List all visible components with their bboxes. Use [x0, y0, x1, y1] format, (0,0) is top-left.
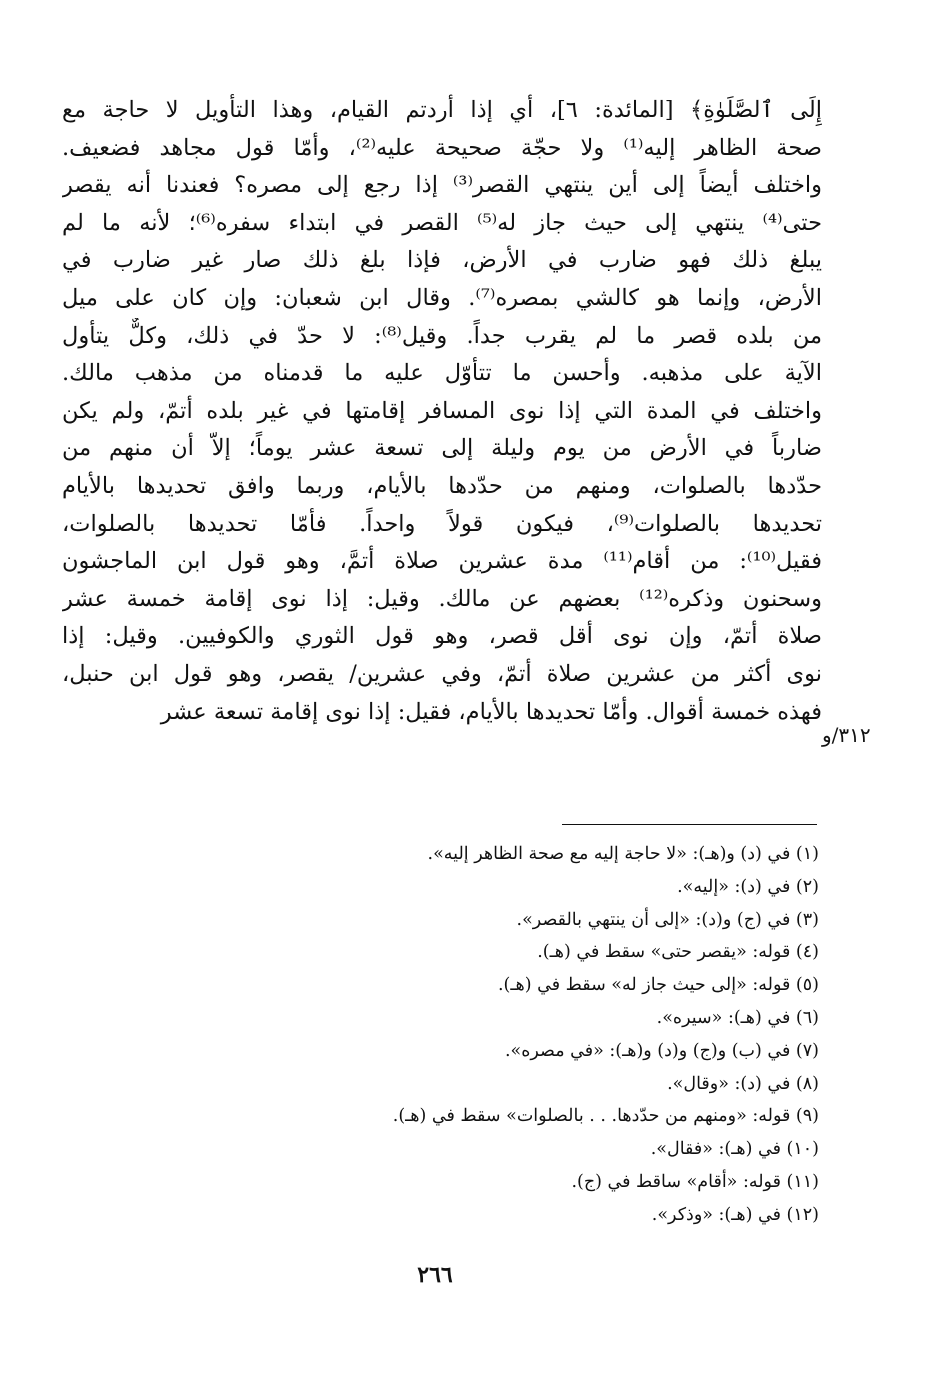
footnote: (٢) في (د): «إليه». [677, 876, 819, 897]
footnote: (١٢) في (هـ): «وذكر». [651, 1204, 819, 1225]
page-number: ٢٦٦ [417, 1262, 453, 1288]
text-line: صحة الظاهر إليه⁽¹⁾ ولا حجّة صحيحة عليه⁽²⁾، وأمّا قول مجاهد فضعيف. [62, 134, 822, 161]
main-text-block [62, 92, 822, 731]
text-line: حدّدها بالصلوات، ومنهم من حدّدها بالأيام، وربما وافق تحديدها بالأيام [62, 472, 822, 499]
footnote: (٧) في (ب) و(ج) و(د) و(هـ): «في مصره». [504, 1040, 819, 1061]
footnote: (٤) قوله: «يقصر حتى» سقط في (هـ). [537, 942, 819, 963]
footnote: (١٠) في (هـ): «فقال». [650, 1139, 819, 1160]
text-line: الأرض، وإنما هو كالشي بمصره⁽⁷⁾. وقال ابن شعبان: وإن كان على ميل [62, 284, 822, 311]
text-line: تحديدها بالصلوات⁽⁹⁾، فيكون قولاً واحداً. فأمّا تحديدها بالصلوات، [62, 510, 822, 537]
footnote: (٥) قوله: «إلى حيث جاز له» سقط في (هـ). [497, 975, 819, 996]
text-line: واختلف في المدة التي إذا نوى المسافر إقامتها في غير بلده أتمّ، ولم يكن [62, 397, 822, 424]
footnotes-block [259, 838, 819, 1232]
text-line: من بلده قصر ما لم يقرب جداً. وقيل⁽⁸⁾: لا حدّ في ذلك، وكلٌّ يتأول [62, 322, 822, 349]
text-line: فهذه خمسة أقوال. وأمّا تحديدها بالأيام، فقيل: إذا نوى إقامة تسعة عشر [160, 698, 822, 725]
text-line: ضارباً في الأرض من يوم وليلة إلى تسعة عشر يوماً؛ إلاّ أن منهم من [62, 435, 822, 462]
footnote: (١١) قوله: «أقام» ساقط في (ج). [571, 1171, 819, 1192]
footnote-divider [562, 824, 817, 825]
text-line: الآية على مذهبه. وأحسن ما تتأوّل عليه ما قدمناه من مذهب مالك. [62, 360, 822, 387]
text-line: حتى⁽⁴⁾ ينتهي إلى حيث جاز له⁽⁵⁾ القصر في ابتداء سفره⁽⁶⁾؛ لأنه ما لم [62, 209, 822, 236]
text-line: وسحنون وذكره⁽¹²⁾ بعضهم عن مالك. وقيل: إذا نوى إقامة خمسة عشر [62, 585, 822, 612]
footnote: (٣) في (ج) و(د): «إلى أن ينتهي بالقصر». [516, 909, 819, 930]
footnote: (٩) قوله: «ومنهم من حدّدها. . . بالصلوات» سقط في (هـ). [392, 1106, 819, 1127]
footnote: (٦) في (هـ): «سيره». [656, 1007, 819, 1028]
footnote: (٨) في (د): «وقال». [667, 1073, 819, 1094]
manuscript-folio-marker: ٣١٢/و [822, 723, 871, 747]
text-line: فقيل⁽¹⁰⁾: من أقام⁽¹¹⁾ مدة عشرين صلاة أتمَّ، وهو قول ابن الماجشون [62, 548, 822, 575]
text-line: نوى أكثر من عشرين صلاة أتمّ، وفي عشرين/ يقصر، وهو قول ابن حنبل، [62, 660, 822, 687]
text-line: يبلغ ذلك فهو ضارب في الأرض، فإذا بلغ ذلك صار غير ضارب في [62, 247, 822, 274]
footnote: (١) في (د) و(هـ): «لا حاجة إليه مع صحة الظاهر إليه». [427, 844, 819, 864]
text-line: صلاة أتمّ، وإن نوى أقل قصر، وهو قول الثوري والكوفيين. وقيل: إذا [62, 623, 822, 650]
text-line: واختلف أيضاً إلى أين ينتهي القصر⁽³⁾ إذا رجع إلى مصره؟ فعندنا أنه يقصر [62, 172, 822, 199]
text-line: إِلَى ٱلصَّلَوٰةِ﴾ [المائدة: ٦]، أي إذا أردتم القيام، وهذا التأويل لا حاجة مع [62, 97, 822, 123]
